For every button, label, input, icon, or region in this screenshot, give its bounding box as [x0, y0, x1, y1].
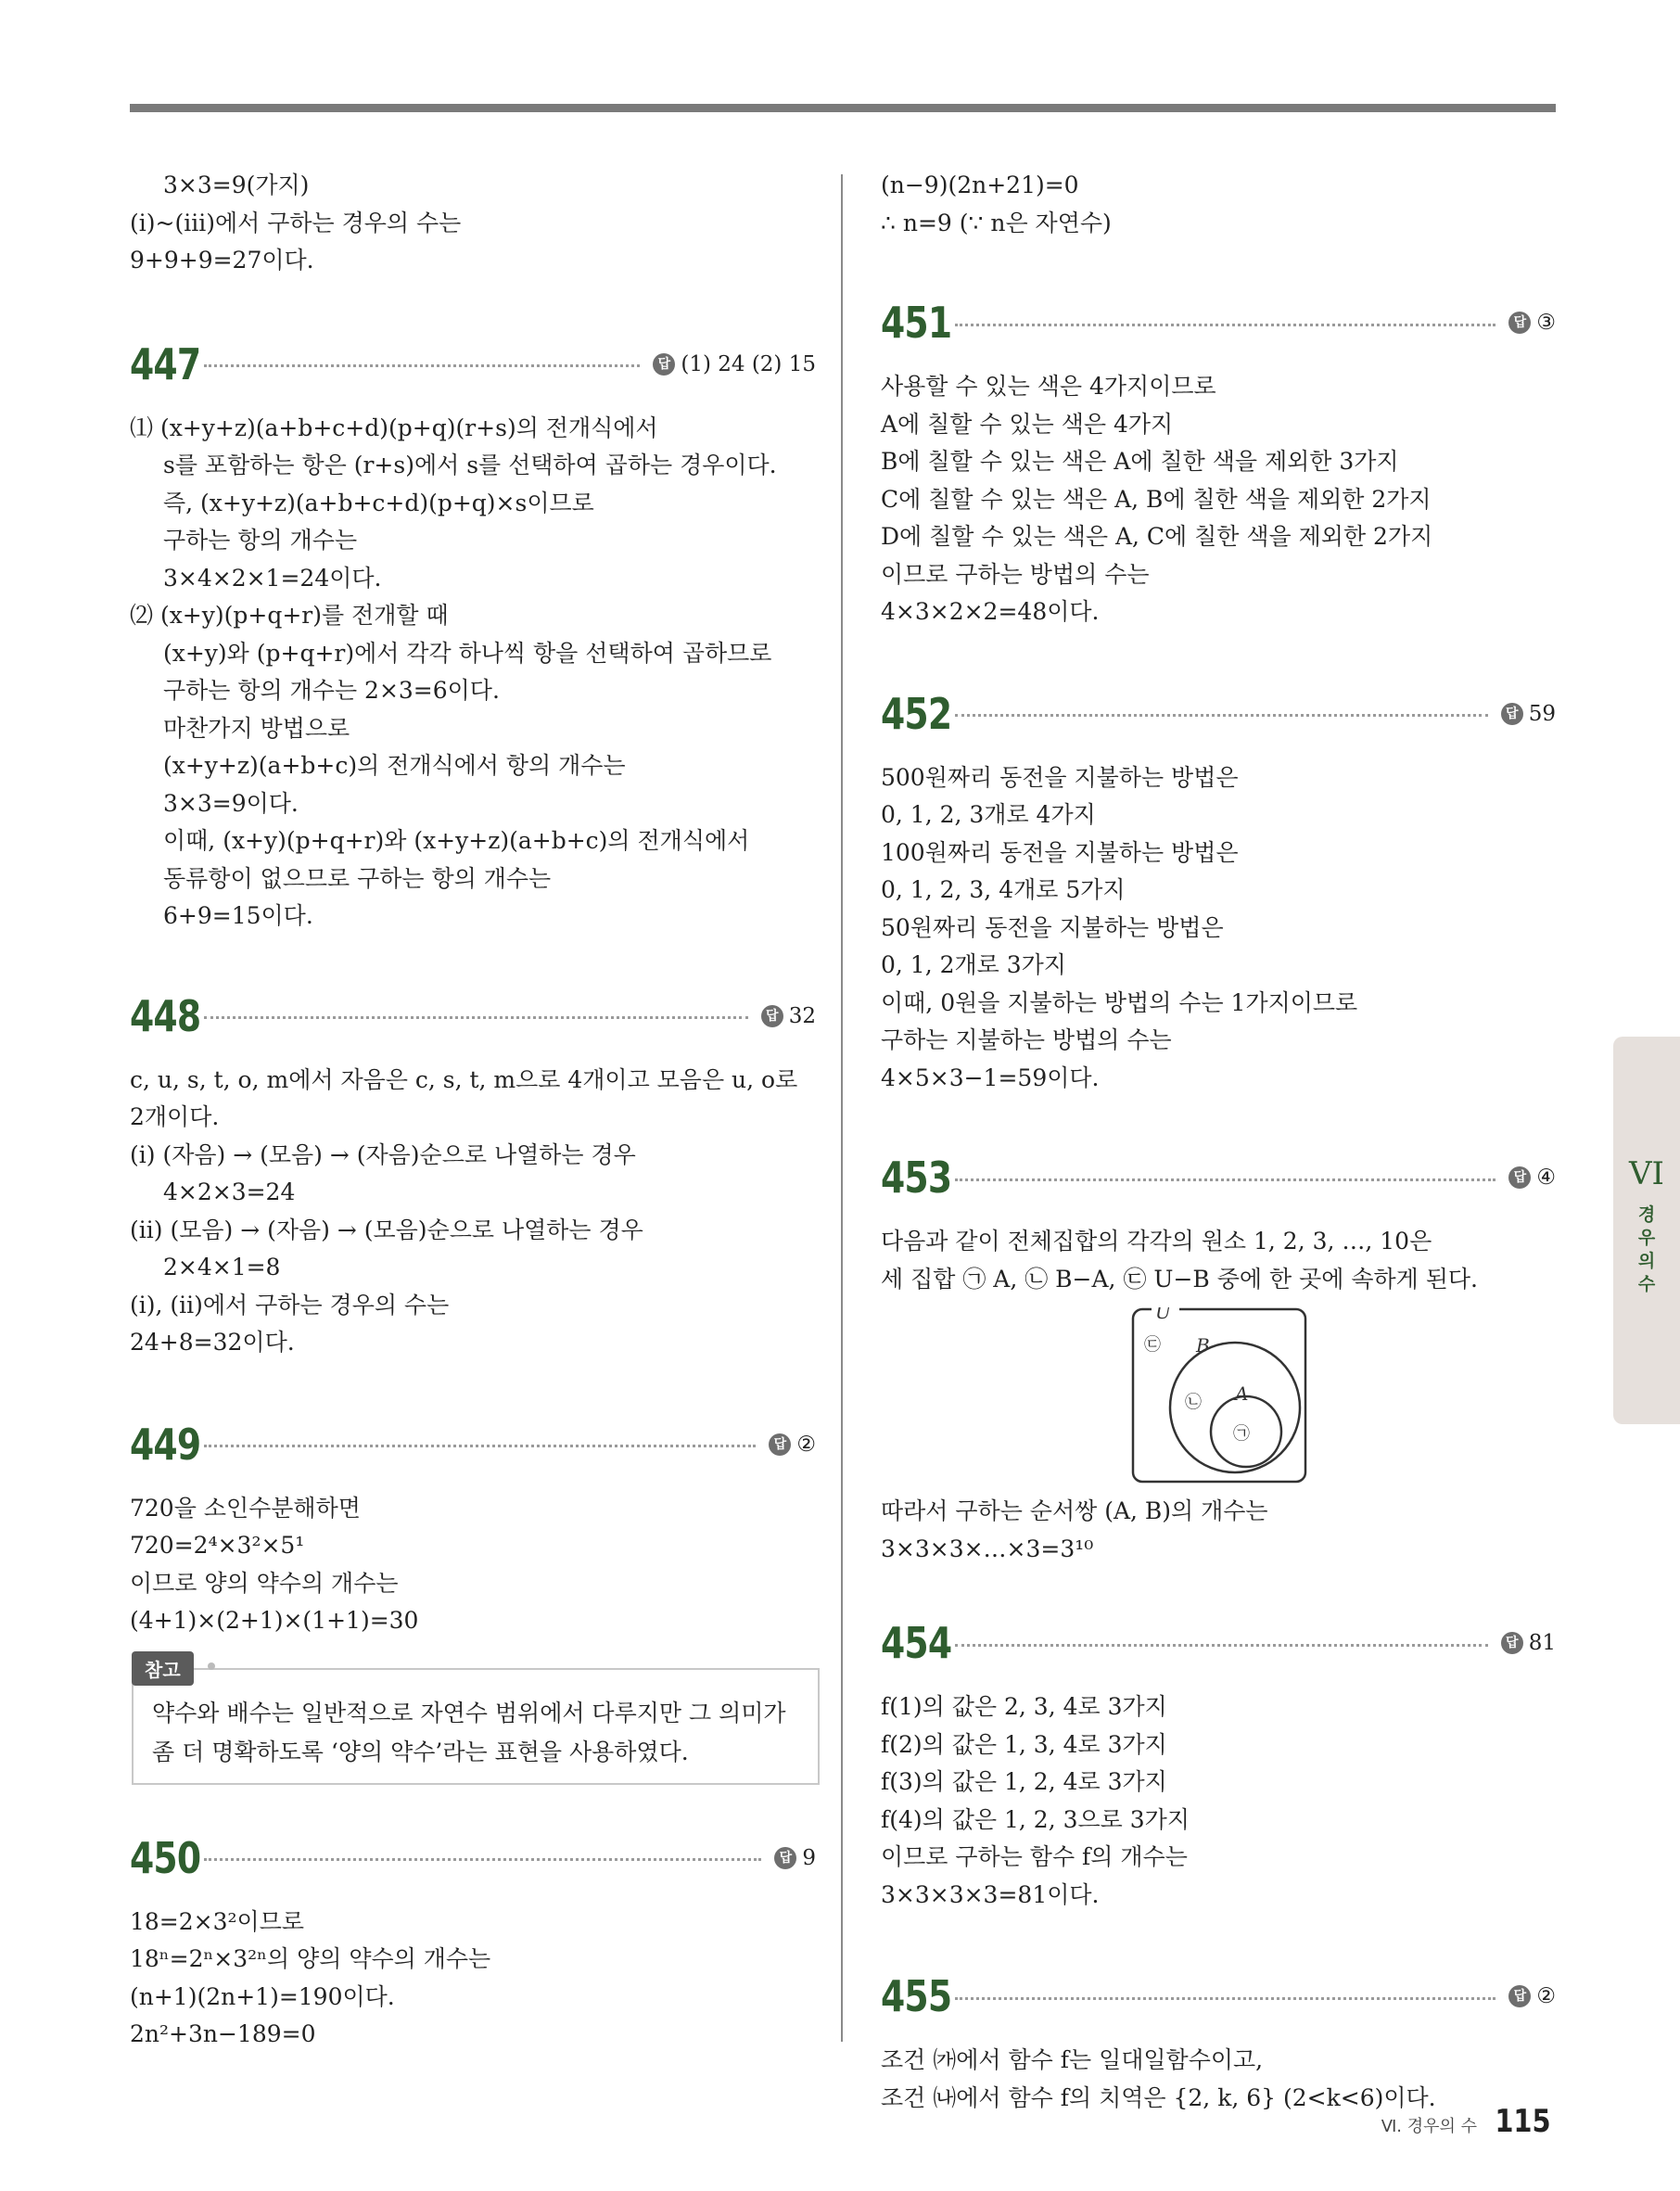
text-line: 3×4×2×1=24이다.	[163, 564, 382, 592]
text-line: (ⅰ)~(ⅲ)에서 구하는 경우의 수는	[130, 209, 462, 236]
answer	[774, 1846, 816, 1870]
solution-454	[881, 1688, 1556, 1914]
a-label: A	[1235, 1382, 1249, 1405]
text-line: 즉, (x+y+z)(a+b+c+d)(p+q)×s이므로	[163, 489, 594, 516]
dotted-leader	[204, 364, 640, 367]
text-line: (x+y)와 (p+q+r)에서 각각 하나씩 항을 선택하여 곱하므로	[163, 639, 772, 667]
dotted-leader	[955, 714, 1488, 717]
text-line: ∴ n=9 (∵ n은 자연수)	[881, 209, 1112, 236]
text-line: 100원짜리 동전을 지불하는 방법은	[881, 838, 1239, 866]
text-line: 18=2×3²이므로	[130, 1907, 304, 1935]
answer-icon: 답	[761, 1005, 783, 1027]
problem-number: 454	[881, 1618, 952, 1668]
chapter-char: 경	[1637, 1204, 1656, 1225]
answer	[761, 1004, 816, 1028]
answer	[1508, 1166, 1556, 1190]
text-line: c, u, s, t, o, m에서 자음은 c, s, t, m으로 4개이고 모음은 u, o로	[130, 1065, 798, 1093]
page-footer	[1381, 2103, 1556, 2140]
text-line: 3×3×3×…×3=3¹⁰	[881, 1535, 1094, 1562]
text-line: 50원짜리 동전을 지불하는 방법은	[881, 913, 1224, 941]
text-line: 사용할 수 있는 색은 4가지이므로	[881, 373, 1216, 400]
text-line: (ⅰ) (자음) → (모음) → (자음)순으로 나열하는 경우	[130, 1140, 636, 1168]
note-label: 참고	[132, 1651, 194, 1686]
text-line: 따라서 구하는 순서쌍 (A, B)의 개수는	[881, 1497, 1268, 1524]
text-line: f(2)의 값은 1, 3, 4로 3가지	[881, 1730, 1167, 1758]
chapter-char: 의	[1637, 1251, 1656, 1271]
text-line: 0, 1, 2개로 3가지	[881, 951, 1066, 978]
problem-number: 448	[130, 990, 201, 1041]
text-line: 2×4×1=8	[163, 1254, 281, 1280]
text-line: 0, 1, 2, 3, 4개로 5가지	[881, 876, 1126, 903]
intro-block	[881, 167, 1556, 242]
problem-number: 455	[881, 1971, 952, 2021]
answer-value: 9	[802, 1845, 816, 1870]
problem-header-455	[881, 1968, 1556, 2025]
dotted-leader	[955, 1178, 1495, 1181]
text-line: 2개이다.	[130, 1103, 220, 1130]
answer	[1508, 311, 1556, 335]
answer	[653, 352, 816, 376]
text-line: D에 칠할 수 있는 색은 A, C에 칠한 색을 제외한 2가지	[881, 523, 1433, 550]
text-line: 4×5×3−1=59이다.	[881, 1064, 1100, 1091]
text-line: f(1)의 값은 2, 3, 4로 3가지	[881, 1693, 1167, 1720]
top-rule	[130, 104, 1556, 112]
text-line: 6+9=15이다.	[163, 902, 313, 929]
dotted-leader	[955, 324, 1495, 326]
text-line: s를 포함하는 항은 (r+s)에서 s를 선택하여 곱하는 경우이다.	[163, 452, 777, 478]
dotted-leader	[955, 1644, 1488, 1647]
problem-number: 452	[881, 688, 952, 739]
footer-section: Ⅵ. 경우의 수	[1381, 2117, 1478, 2136]
text-line: 24+8=32이다.	[130, 1329, 295, 1356]
text-line: (ⅱ) (모음) → (자음) → (모음)순으로 나열하는 경우	[130, 1216, 643, 1243]
region-label-c2: ㉡	[1185, 1393, 1202, 1412]
page-number: 115	[1495, 2103, 1551, 2140]
text-line: f(4)의 값은 1, 2, 3으로 3가지	[881, 1805, 1190, 1833]
text-line: 이므로 구하는 방법의 수는	[881, 560, 1150, 588]
dotted-leader	[955, 1997, 1495, 2000]
note-text: 약수와 배수는 일반적으로 자연수 범위에서 다루지만 그 의미가 좀 더 명확하도록 ‘양의 약수’라는 표현을 사용하였다.	[152, 1699, 786, 1765]
chapter-char: 우	[1637, 1228, 1656, 1248]
text-line: 이때, 0원을 지불하는 방법의 수는 1가지이므로	[881, 988, 1358, 1016]
text-line: 조건 ㈏에서 함수 f의 치역은 {2, k, 6} (2<k<6)이다.	[881, 2083, 1436, 2111]
text-line: (n−9)(2n+21)=0	[881, 172, 1079, 198]
text-line: 0, 1, 2, 3개로 4가지	[881, 801, 1096, 828]
text-line: A에 칠할 수 있는 색은 4가지	[881, 410, 1174, 438]
answer-icon: 답	[1501, 1632, 1523, 1654]
problem-header-447	[130, 336, 816, 393]
answer-value: 32	[788, 1003, 816, 1028]
problem-header-453	[881, 1149, 1556, 1206]
problem-header-454	[881, 1614, 1556, 1672]
answer-value: ②	[796, 1432, 816, 1457]
note-box	[132, 1658, 820, 1785]
answer-icon: 답	[1508, 312, 1531, 334]
region-label-c3: ㉢	[1144, 1335, 1161, 1355]
chapter-roman: VI	[1629, 1155, 1664, 1192]
text-line: 500원짜리 동전을 지불하는 방법은	[881, 763, 1239, 791]
text-line: 9+9+9=27이다.	[130, 247, 314, 274]
right-column	[881, 167, 1556, 2117]
text-line: B에 칠할 수 있는 색은 A에 칠한 색을 제외한 3가지	[881, 448, 1399, 475]
text-line: f(3)의 값은 1, 2, 4로 3가지	[881, 1768, 1167, 1795]
text-line: 18ⁿ=2ⁿ×3²ⁿ의 양의 약수의 개수는	[130, 1945, 491, 1972]
answer	[1501, 1631, 1556, 1655]
left-column	[130, 167, 816, 2054]
text-line: 동류항이 없으므로 구하는 항의 개수는	[163, 864, 552, 892]
text-line: (ⅰ), (ⅱ)에서 구하는 경우의 수는	[130, 1291, 450, 1318]
u-label: U	[1155, 1307, 1171, 1323]
chapter-tab	[1613, 1037, 1680, 1424]
solution-450	[130, 1904, 816, 2054]
problem-number: 450	[130, 1832, 201, 1883]
problem-header-451	[881, 294, 1556, 351]
answer-value: 81	[1528, 1631, 1556, 1655]
answer-value: ④	[1536, 1166, 1556, 1190]
answer-icon: 답	[1508, 1166, 1531, 1189]
problem-number: 449	[130, 1419, 201, 1470]
text-line: 4×3×2×2=48이다.	[881, 598, 1100, 625]
answer-icon: 답	[774, 1847, 796, 1869]
solution-451	[881, 368, 1556, 631]
text-line: 이므로 양의 약수의 개수는	[130, 1569, 399, 1597]
solution-447	[130, 410, 816, 936]
dotted-leader	[204, 1016, 748, 1019]
solution-453	[881, 1223, 1556, 1568]
text-line: (4+1)×(2+1)×(1+1)=30	[130, 1607, 419, 1634]
answer-icon: 답	[769, 1433, 791, 1456]
text-line: 720=2⁴×3²×5¹	[130, 1532, 305, 1559]
venn-svg	[1131, 1307, 1307, 1484]
solution-448	[130, 1062, 816, 1362]
b-label: B	[1196, 1334, 1210, 1357]
text-line: 세 집합 ㉠ A, ㉡ B−A, ㉢ U−B 중에 한 곳에 속하게 된다.	[881, 1265, 1478, 1293]
text-line: 이므로 구하는 함수 f의 개수는	[881, 1843, 1188, 1870]
intro-block	[130, 167, 816, 280]
text-line: 마찬가지 방법으로	[163, 714, 350, 742]
text-line: (x+y+z)(a+b+c)의 전개식에서 항의 개수는	[163, 752, 626, 779]
answer-icon: 답	[1508, 1985, 1531, 2007]
answer-value: (1) 24 (2) 15	[681, 351, 816, 376]
chapter-title-vertical	[1613, 1204, 1680, 1296]
problem-number: 453	[881, 1153, 952, 1203]
text-line: ⑴ (x+y+z)(a+b+c+d)(p+q)(r+s)의 전개식에서	[130, 414, 658, 441]
text-line: 다음과 같이 전체집합의 각각의 원소 1, 2, 3, …, 10은	[881, 1228, 1432, 1255]
text-line: 4×2×3=24	[163, 1178, 296, 1205]
problem-number: 447	[130, 338, 201, 389]
solution-452	[881, 759, 1556, 1098]
answer-value: ③	[1536, 311, 1556, 335]
text-line: 3×3×3×3=81이다.	[881, 1880, 1100, 1908]
answer-icon: 답	[1501, 703, 1523, 725]
text-line: 구하는 항의 개수는	[163, 527, 358, 554]
answer-value: ②	[1536, 1984, 1556, 2008]
text-line: C에 칠할 수 있는 색은 A, B에 칠한 색을 제외한 2가지	[881, 485, 1432, 513]
dotted-leader	[204, 1445, 756, 1447]
answer	[769, 1433, 816, 1457]
chapter-char: 수	[1637, 1274, 1656, 1294]
text-line: 구하는 지불하는 방법의 수는	[881, 1026, 1172, 1053]
venn-diagram	[1131, 1307, 1307, 1484]
problem-header-448	[130, 987, 816, 1045]
problem-header-452	[881, 685, 1556, 743]
region-label-c1: ㉠	[1233, 1424, 1250, 1444]
dotted-leader	[204, 1858, 761, 1861]
text-line: 구하는 항의 개수는 2×3=6이다.	[163, 677, 500, 704]
note-dot	[208, 1662, 215, 1670]
text-line: ⑵ (x+y)(p+q+r)를 전개할 때	[130, 602, 449, 629]
text-line: 조건 ㈎에서 함수 f는 일대일함수이고,	[881, 2046, 1264, 2073]
problem-header-450	[130, 1829, 816, 1887]
answer-icon: 답	[653, 353, 675, 376]
text-line: 2n²+3n−189=0	[130, 2020, 316, 2047]
text-line: 3×3=9이다.	[163, 789, 299, 817]
text-line: 3×3=9(가지)	[163, 172, 310, 198]
problem-header-449	[130, 1416, 816, 1473]
problem-number: 451	[881, 298, 952, 348]
answer-value: 59	[1528, 701, 1556, 726]
text-line: 이때, (x+y)(p+q+r)와 (x+y+z)(a+b+c)의 전개식에서	[163, 827, 750, 854]
solution-449	[130, 1490, 816, 1640]
column-divider	[841, 174, 843, 2042]
text-line: (n+1)(2n+1)=190이다.	[130, 1982, 395, 2010]
answer	[1501, 702, 1556, 726]
text-line: 720을 소인수분해하면	[130, 1494, 361, 1522]
answer	[1508, 1984, 1556, 2008]
